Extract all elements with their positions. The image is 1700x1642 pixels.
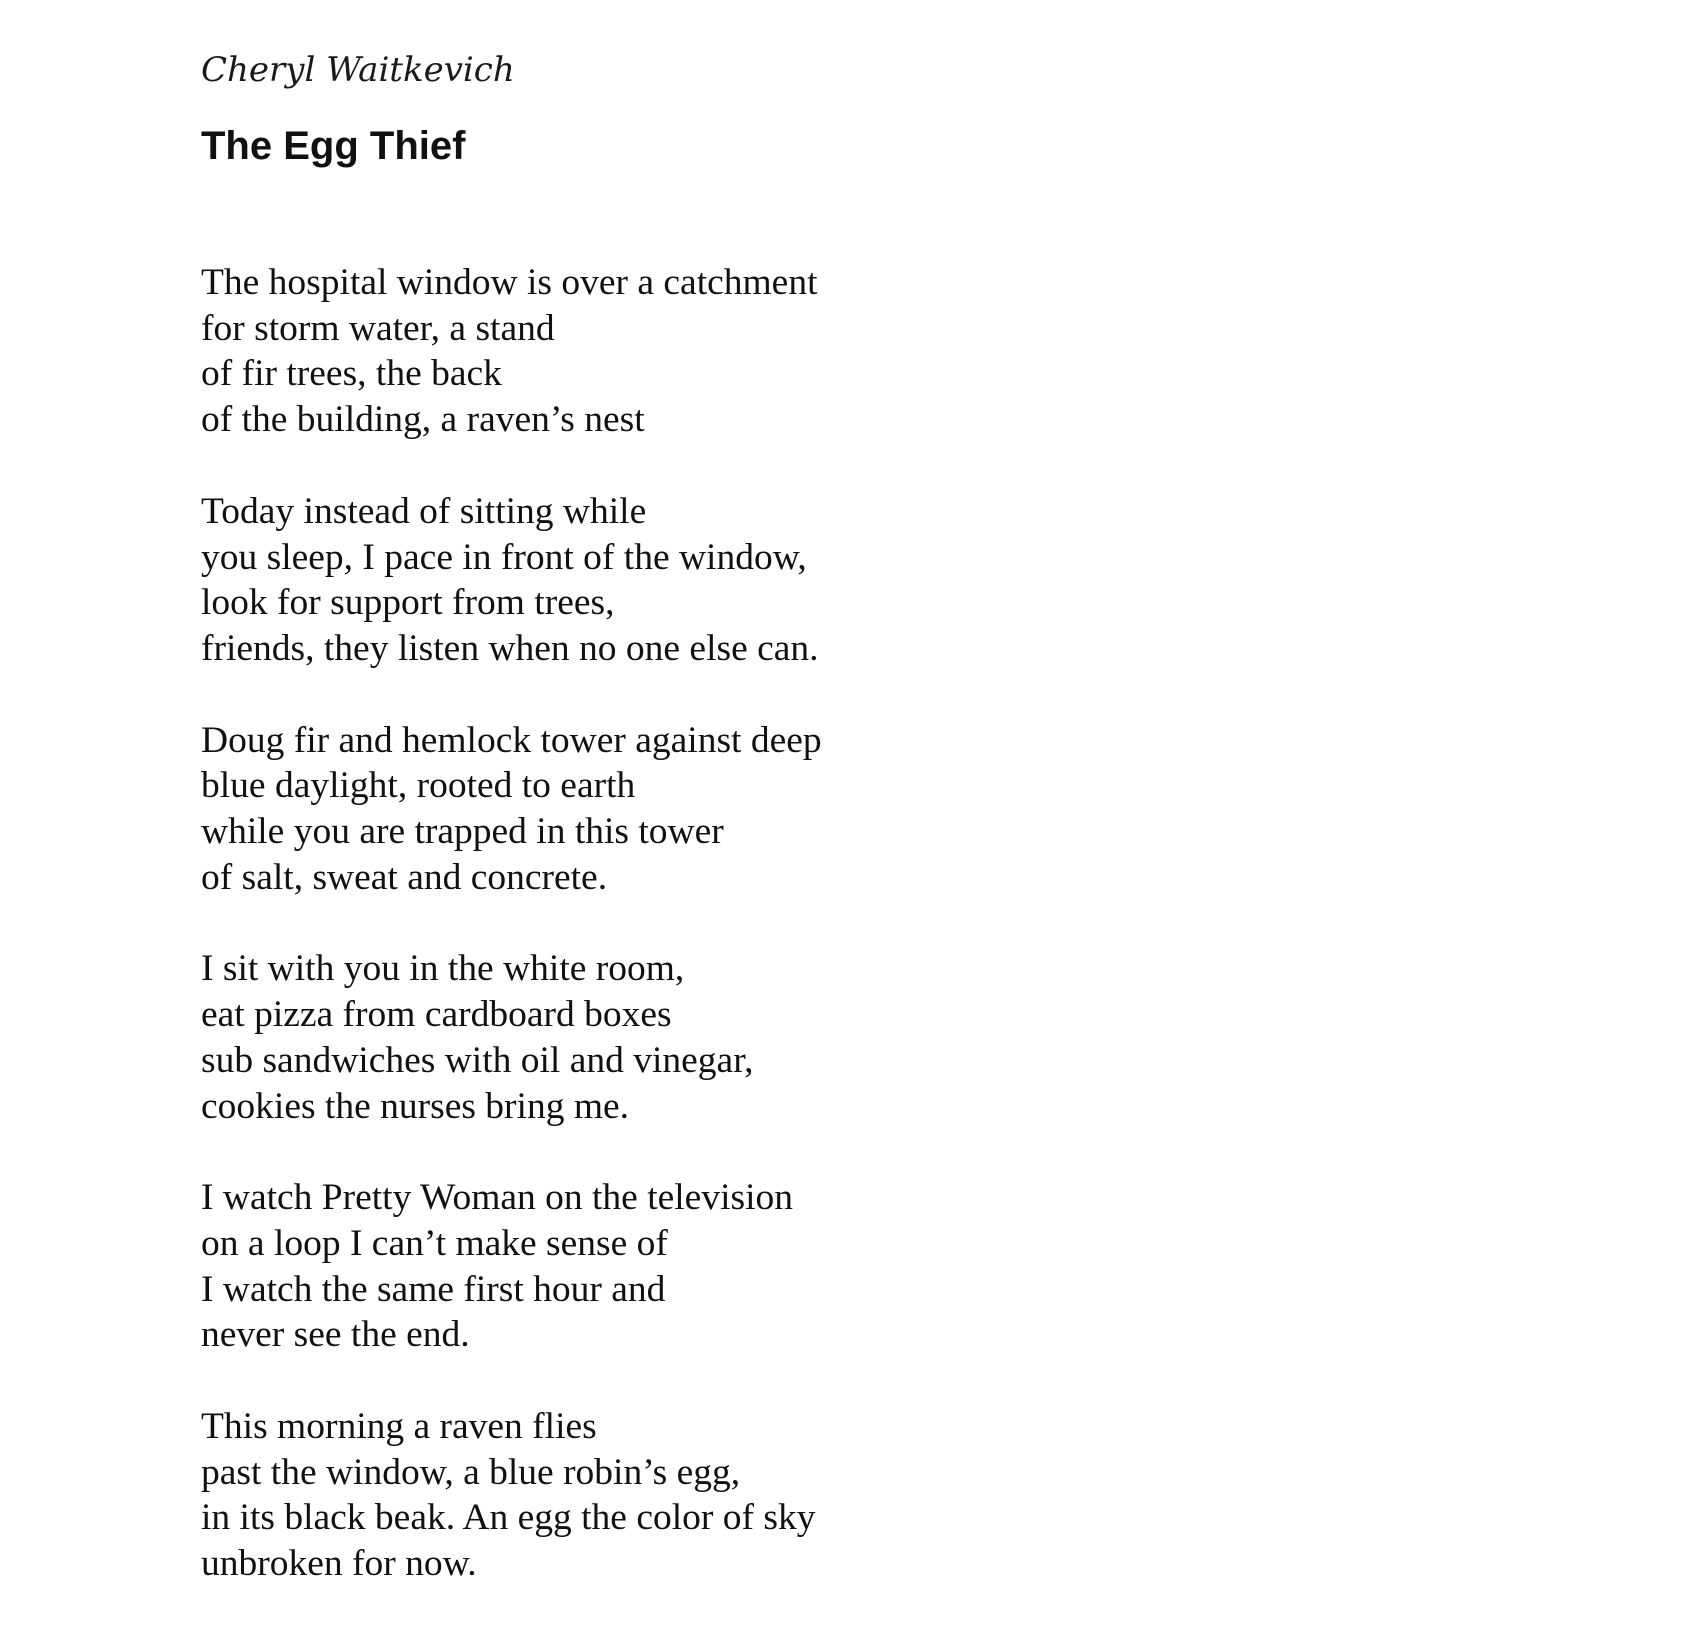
poem-line: Today instead of sitting while [201,490,647,532]
poem-line: of the building, a raven’s nest [201,399,645,441]
poem-line: cookies the nurses bring me. [201,1085,630,1127]
poem-line: of salt, sweat and concrete. [201,856,608,898]
poem-line: I watch the same first hour and [201,1268,666,1310]
poem-title: The Egg Thief [201,124,466,168]
poem-line: sub sandwiches with oil and vinegar, [201,1039,754,1081]
poem-line: look for support from trees, [201,582,615,624]
poem-line: past the window, a blue robin’s egg, [201,1451,741,1493]
poem-line: blue daylight, rooted to earth [201,765,636,807]
poem-line: This morning a raven flies [201,1406,597,1448]
poem-line: eat pizza from cardboard boxes [201,994,672,1036]
poem-body [201,260,1301,1633]
poem-line: while you are trapped in this tower [201,811,724,853]
poem-line: in its black beak. An egg the color of sky [201,1497,816,1539]
poem-line: on a loop I can’t make sense of [201,1222,668,1264]
poem-line: you sleep, I pace in front of the window, [201,536,807,578]
poem-line: never see the end. [201,1314,470,1356]
stanza-1 [201,260,1301,443]
poem-line: friends, they listen when no one else can. [201,627,819,669]
poem-line: I sit with you in the white room, [201,948,685,990]
author-name: Cheryl Waitkevich [201,50,515,90]
poem-line: unbroken for now. [201,1543,477,1585]
stanza-3 [201,718,1301,901]
stanza-4 [201,946,1301,1129]
poem-line: I watch Pretty Woman on the television [201,1177,793,1219]
poem-line: of fir trees, the back [201,353,502,395]
stanza-5 [201,1175,1301,1358]
poem-line: The hospital window is over a catchment [201,262,818,303]
stanza-2 [201,489,1301,672]
stanza-6 [201,1404,1301,1587]
poem-line: for storm water, a stand [201,307,555,349]
poem-line: Doug fir and hemlock tower against deep [201,719,822,761]
